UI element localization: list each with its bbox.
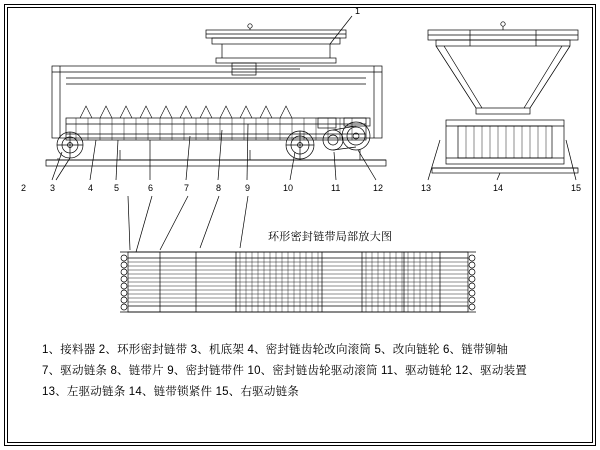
callout-3: 3 (50, 183, 56, 193)
callout-6: 6 (148, 183, 154, 193)
callout-13: 13 (421, 183, 432, 193)
legend-block (42, 340, 562, 403)
callout-2: 2 (21, 183, 27, 193)
callout-4: 4 (88, 183, 94, 193)
callout-11: 11 (331, 183, 341, 193)
callout-8: 8 (216, 183, 222, 193)
callout-1: 1 (355, 6, 361, 16)
callout-5: 5 (114, 183, 120, 193)
legend-line-1: 1、接料器 2、环形密封链带 3、机底架 4、密封链齿轮改向滚筒 5、改向链轮 6、链带铆轴 (42, 344, 509, 356)
legend-line-3: 13、左驱动链条 14、链带锁紧件 15、右驱动链条 (42, 386, 299, 398)
detail-caption: 环形密封链带局部放大图 (268, 231, 393, 243)
callout-14: 14 (493, 183, 504, 193)
legend-line-2: 7、驱动链条 8、链带片 9、密封链带件 10、密封链齿轮驱动滚筒 11、驱动链轮 12、驱动装置 (42, 365, 527, 377)
callout-7: 7 (184, 183, 190, 193)
callout-12: 12 (373, 183, 384, 193)
callout-9: 9 (245, 183, 251, 193)
callout-10: 10 (283, 183, 294, 193)
callout-15: 15 (571, 183, 582, 193)
